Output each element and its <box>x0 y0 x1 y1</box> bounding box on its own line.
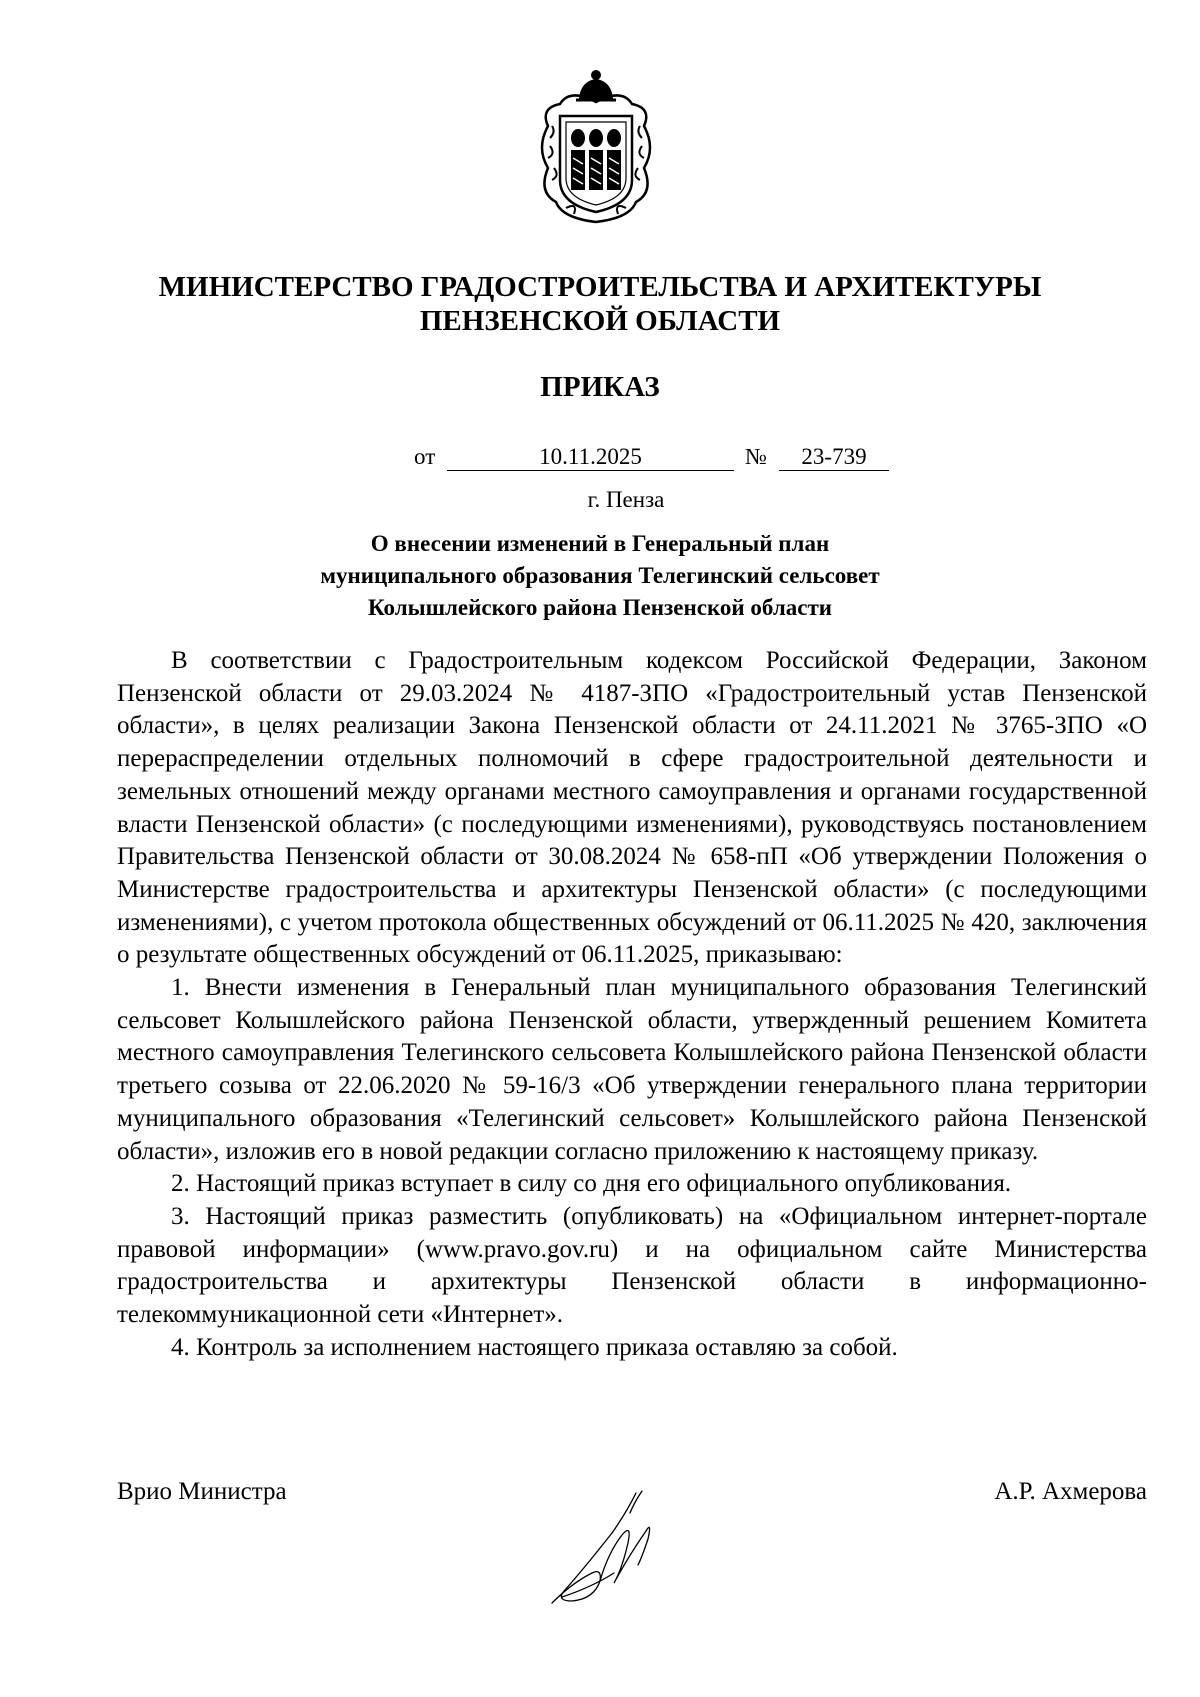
coat-of-arms-icon <box>530 68 662 228</box>
ministry-name-line1: МИНИСТЕРСТВО ГРАДОСТРОИТЕЛЬСТВА И АРХИТЕКТУРЫ <box>158 271 1042 303</box>
order-item-1: 1. Внести изменения в Генеральный план муниципального образования Телегинский сельсовет Колышлейского района Пензенской области, утвержденный решением Комитета местного самоуправления Телегинского сельсовета Колышлейского района Пензенской области третьего созыва от 22.06.2020 № 59-16/3 «Об утверждении генерального плана территории муниципального образования «Телегинский сельсовет» Колышлейского района Пензенской области», изложив его в новой редакции согласно приложению к настоящему приказу. <box>117 974 1147 1165</box>
city: г. Пенза <box>587 487 665 512</box>
subject-line3: Колышлейского района Пензенской области <box>368 595 832 620</box>
document-type: ПРИКАЗ <box>540 371 660 403</box>
document-date: 10.11.2025 <box>447 440 734 471</box>
handwritten-signature <box>542 1473 674 1623</box>
order-item-3: 3. Настоящий приказ разместить (опубликовать) на «Официальном интернет-портале правовой информации» (www.pravo.gov.ru) и на официальном сайте Министерства градостроительства и архитектуры Пензенской области в информационно-телекоммуникационной сети «Интернет». <box>117 1202 1147 1329</box>
document-number: 23-739 <box>779 440 889 471</box>
date-prefix: от <box>414 444 436 469</box>
document-subject <box>0 528 1200 624</box>
preamble-paragraph: В соответствии с Градостроительным кодексом Российской Федерации, Законом Пензенской области от 29.03.2024 № 4187-ЗПО «Градостроительный устав Пензенской области», в целях реализации Закона Пензенской области от 24.11.2021 № 3765-ЗПО «О перераспределении отдельных полномочий в сфере градостроительной деятельности и земельных отношений между органами местного самоуправления и органами государственной власти Пензенской области» (с последующими изменениями), руководствуясь постановлением Правительства Пензенской области от 30.08.2024 № 658-пП «Об утверждении Положения о Министерстве градостроительства и архитектуры Пензенской области» (с последующими изменениями), с учетом протокола общественных обсуждений от 06.11.2025 № 420, заключения о результате общественных обсуждений от 06.11.2025, приказываю: <box>117 647 1147 969</box>
subject-line2: муниципального образования Телегинский сельсовет <box>320 563 880 588</box>
number-sign: № <box>745 444 767 469</box>
signer-title: Врио Министра <box>117 1478 287 1505</box>
document-requisites <box>0 440 1200 474</box>
order-item-4: 4. Контроль за исполнением настоящего приказа оставляю за собой. <box>171 1333 898 1361</box>
order-item-2: 2. Настоящий приказ вступает в силу со дня его официального опубликования. <box>171 1170 1012 1198</box>
subject-line1: О внесении изменений в Генеральный план <box>370 531 830 556</box>
ministry-name-line2: ПЕНЗЕНСКОЙ ОБЛАСТИ <box>419 305 781 337</box>
signer-name: А.Р. Ахмерова <box>994 1478 1147 1505</box>
document-body <box>117 645 1147 1364</box>
ministry-name <box>0 270 1200 338</box>
